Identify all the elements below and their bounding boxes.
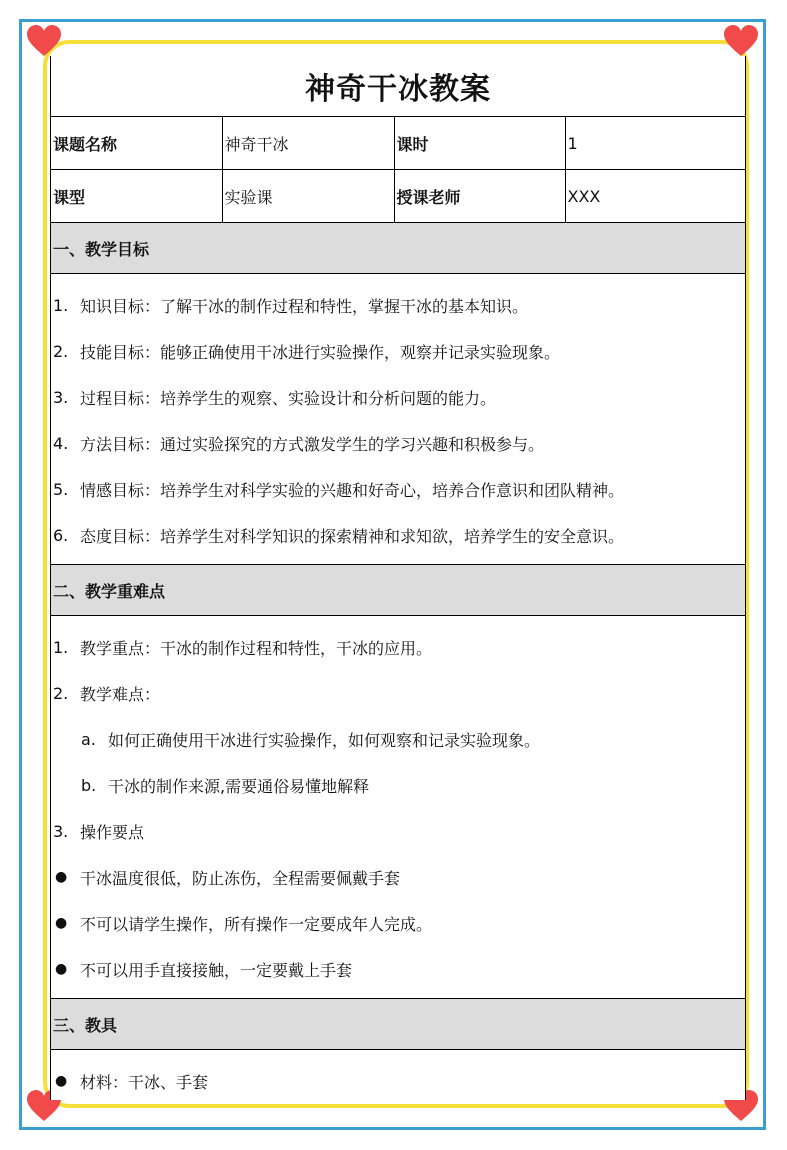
list-item xyxy=(51,328,745,374)
heart-icon xyxy=(26,24,62,58)
bullet-icon: ● xyxy=(55,915,68,931)
section-heading-tools: 三、教具 xyxy=(51,998,745,1050)
item-text: 教学重点：干冰的制作过程和特性，干冰的应用。 xyxy=(80,638,433,658)
course-name-label: 课题名称 xyxy=(51,117,222,170)
item-text: 态度目标：培养学生对科学知识的探索精神和求知欲，培养学生的安全意识。 xyxy=(80,526,625,546)
list-item xyxy=(51,420,745,466)
list-item xyxy=(51,670,745,716)
item-number: 5. xyxy=(53,479,69,499)
bullet-item xyxy=(51,854,745,900)
item-letter: a. xyxy=(81,729,96,749)
item-number: 3. xyxy=(53,387,69,407)
bullet-item xyxy=(51,900,745,946)
heart-icon xyxy=(723,24,759,58)
class-hours-value: 1 xyxy=(565,117,745,170)
item-letter: b. xyxy=(81,775,97,795)
teacher-value: XXX xyxy=(565,170,745,223)
item-number: 3. xyxy=(53,821,69,841)
info-table xyxy=(51,116,745,222)
list-item xyxy=(51,624,745,670)
bullet-item xyxy=(51,1058,745,1100)
goals-list xyxy=(51,274,745,564)
item-number: 2. xyxy=(53,341,69,361)
list-item xyxy=(51,374,745,420)
course-type-label: 课型 xyxy=(51,170,222,223)
item-text: 情感目标：培养学生对科学实验的兴趣和好奇心，培养合作意识和团队精神。 xyxy=(80,480,625,500)
item-text: 过程目标：培养学生的观察、实验设计和分析问题的能力。 xyxy=(80,388,497,408)
section-heading-keypoints: 二、教学重难点 xyxy=(51,564,745,616)
sub-list-item xyxy=(51,716,745,762)
bullet-item xyxy=(51,946,745,992)
item-text: 教学难点： xyxy=(80,684,161,704)
item-number: 4. xyxy=(53,433,69,453)
section-heading-goals: 一、教学目标 xyxy=(51,222,745,274)
item-text: 操作要点 xyxy=(80,822,145,842)
info-row xyxy=(51,170,745,223)
item-number: 6. xyxy=(53,525,69,545)
lesson-plan-sheet xyxy=(50,56,746,1100)
list-item xyxy=(51,808,745,854)
item-text: 技能目标：能够正确使用干冰进行实验操作，观察并记录实验现象。 xyxy=(80,342,561,362)
sub-list-item xyxy=(51,762,745,808)
item-text: 如何正确使用干冰进行实验操作，如何观察和记录实验现象。 xyxy=(108,730,541,750)
info-row xyxy=(51,117,745,170)
list-item xyxy=(51,282,745,328)
bullet-icon: ● xyxy=(55,1073,68,1089)
item-number: 2. xyxy=(53,683,69,703)
item-text: 不可以请学生操作，所有操作一定要成年人完成。 xyxy=(80,914,433,934)
course-name-value: 神奇干冰 xyxy=(222,117,394,170)
tools-list xyxy=(51,1050,745,1100)
item-text: 干冰温度很低，防止冻伤，全程需要佩戴手套 xyxy=(80,868,401,888)
bullet-icon: ● xyxy=(55,961,68,977)
item-text: 方法目标：通过实验探究的方式激发学生的学习兴趣和积极参与。 xyxy=(80,434,545,454)
item-text: 知识目标：了解干冰的制作过程和特性，掌握干冰的基本知识。 xyxy=(80,296,529,316)
bullet-icon: ● xyxy=(55,869,68,885)
page-title: 神奇干冰教案 xyxy=(305,72,491,107)
item-number: 1. xyxy=(53,295,69,315)
keypoints-list xyxy=(51,616,745,998)
list-item xyxy=(51,466,745,512)
item-number: 1. xyxy=(53,637,69,657)
class-hours-label: 课时 xyxy=(394,117,565,170)
list-item xyxy=(51,512,745,558)
course-type-value: 实验课 xyxy=(222,170,394,223)
teacher-label: 授课老师 xyxy=(394,170,565,223)
item-text: 不可以用手直接接触，一定要戴上手套 xyxy=(80,960,353,980)
item-text: 干冰的制作来源,需要通俗易懂地解释 xyxy=(108,776,370,796)
item-text: 材料：干冰、手套 xyxy=(80,1072,209,1092)
